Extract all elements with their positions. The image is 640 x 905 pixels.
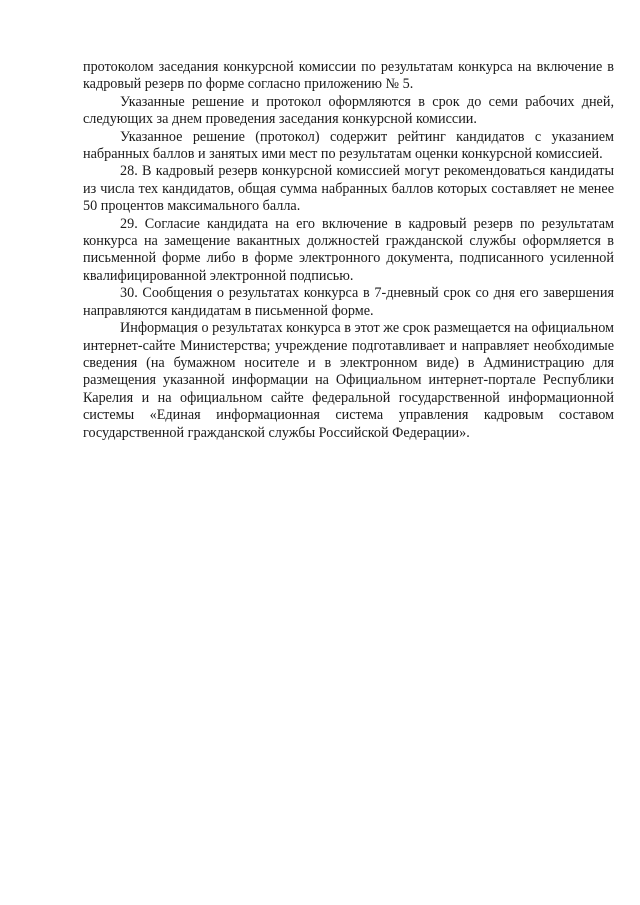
paragraph-publication-info: Информация о результатах конкурса в этот же срок размещается на официальном интернет-сайте Министерства; учреждение подготавливает и направляет необходимые сведения (на бумажном носителе и в электронном виде) в Администрацию для размещения указанной информации на Официальном интернет-портале Республики Карелия и на официальном сайте федеральной государственной информационной системы «Единая информационная система управления кадровым составом государственной гражданской службы Российской Федерации». [83, 320, 614, 441]
paragraph-item-30: 30. Сообщения о результатах конкурса в 7-дневный срок со дня его завершения направляются кандидатам в письменной форме. [83, 285, 614, 319]
paragraph-item-29: 29. Согласие кандидата на его включение в кадровый резерв по результатам конкурса на замещение вакантных должностей гражданской службы оформляется в письменной форме либо в форме электронного документа, подписанного усиленной квалифицированной электронной подписью. [83, 215, 614, 284]
document-body [83, 59, 614, 442]
paragraph-item-28: 28. В кадровый резерв конкурсной комиссией могут рекомендоваться кандидаты из числа тех кандидатов, общая сумма набранных баллов которых составляет не менее 50 процентов максимального балла. [83, 163, 614, 215]
paragraph-protocol-continuation: протоколом заседания конкурсной комиссии по результатам конкурса на включение в кадровый резерв по форме согласно приложению № 5. [83, 59, 614, 93]
paragraph-decision-deadline: Указанные решение и протокол оформляются в срок до семи рабочих дней, следующих за днем проведения заседания конкурсной комиссии. [83, 93, 614, 128]
paragraph-candidate-rating: Указанное решение (протокол) содержит рейтинг кандидатов с указанием набранных баллов и занятых ими мест по результатам оценки конкурсной комиссией. [83, 128, 614, 163]
